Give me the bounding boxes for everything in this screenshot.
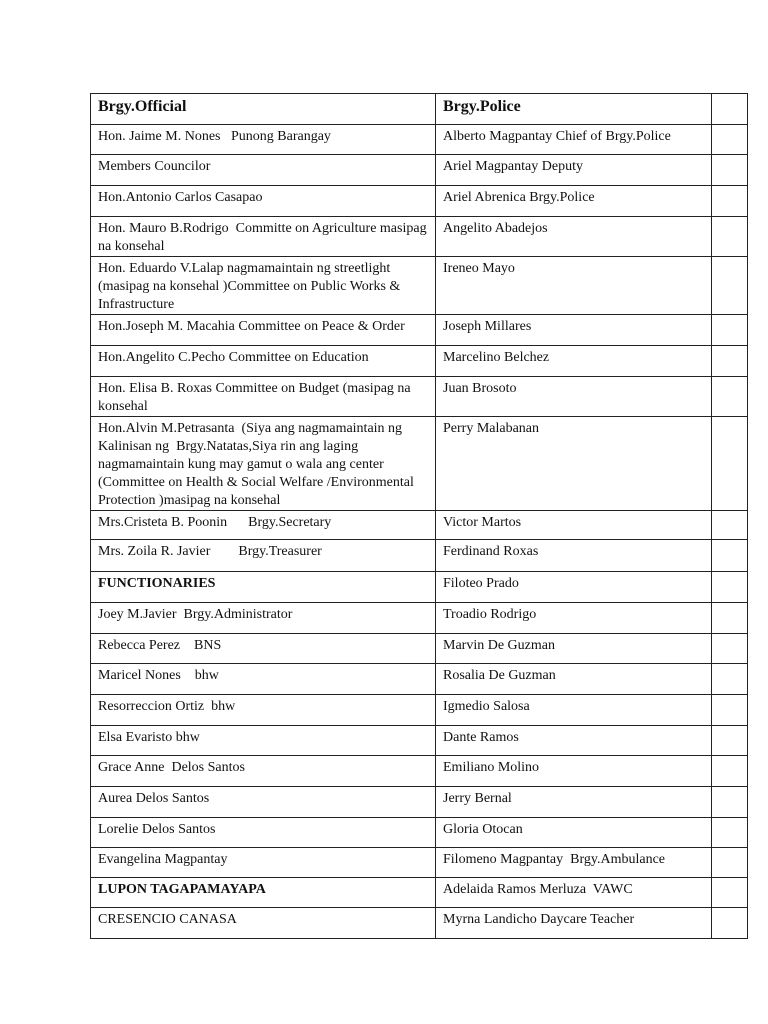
police-cell: Victor Martos [436,511,712,540]
official-cell: Hon.Angelito C.Pecho Committee on Education [91,346,436,377]
official-cell: FUNCTIONARIES [91,572,436,603]
blank-cell [712,878,748,908]
table-row [91,186,748,217]
police-cell: Marvin De Guzman [436,634,712,664]
blank-cell [712,603,748,634]
table-row [91,346,748,377]
police-cell: Marcelino Belchez [436,346,712,377]
blank-cell [712,756,748,787]
blank-cell [712,186,748,217]
blank-cell [712,417,748,511]
official-cell: Evangelina Magpantay [91,848,436,878]
official-cell: Mrs. Zoila R. Javier Brgy.Treasurer [91,540,436,572]
police-cell: Dante Ramos [436,726,712,756]
official-cell: Hon.Antonio Carlos Casapao [91,186,436,217]
official-cell: Rebecca Perez BNS [91,634,436,664]
blank-cell [712,346,748,377]
table-row [91,257,748,315]
table-header-row [91,94,748,125]
table-row [91,125,748,155]
table-row [91,315,748,346]
blank-cell [712,572,748,603]
header-blank [712,94,748,125]
police-cell: Filoteo Prado [436,572,712,603]
table-row [91,511,748,540]
police-cell: Rosalia De Guzman [436,664,712,695]
police-cell: Angelito Abadejos [436,217,712,257]
blank-cell [712,664,748,695]
official-cell: LUPON TAGAPAMAYAPA [91,878,436,908]
official-cell: Hon. Eduardo V.Lalap nagmamaintain ng streetlight (masipag na konsehal )Committee on Public Works & Infrastructure [91,257,436,315]
official-cell: Hon.Joseph M. Macahia Committee on Peace & Order [91,315,436,346]
police-cell: Adelaida Ramos Merluza VAWC [436,878,712,908]
table-row [91,377,748,417]
table-body [91,94,748,939]
official-cell: Aurea Delos Santos [91,787,436,818]
table-row [91,572,748,603]
police-cell: Ferdinand Roxas [436,540,712,572]
blank-cell [712,257,748,315]
table-row [91,818,748,848]
official-cell: Hon. Mauro B.Rodrigo Committe on Agriculture masipag na konsehal [91,217,436,257]
blank-cell [712,908,748,939]
police-cell: Myrna Landicho Daycare Teacher [436,908,712,939]
blank-cell [712,818,748,848]
blank-cell [712,125,748,155]
table-row [91,664,748,695]
police-cell: Perry Malabanan [436,417,712,511]
official-cell: Lorelie Delos Santos [91,818,436,848]
blank-cell [712,155,748,186]
official-cell: Mrs.Cristeta B. Poonin Brgy.Secretary [91,511,436,540]
police-cell: Igmedio Salosa [436,695,712,726]
police-cell: Joseph Millares [436,315,712,346]
official-cell: CRESENCIO CANASA [91,908,436,939]
blank-cell [712,540,748,572]
official-cell: Elsa Evaristo bhw [91,726,436,756]
official-cell: Resorreccion Ortiz bhw [91,695,436,726]
table-row [91,634,748,664]
header-brgy-official: Brgy.Official [91,94,436,125]
official-cell: Hon. Elisa B. Roxas Committee on Budget (masipag na konsehal [91,377,436,417]
police-cell: Troadio Rodrigo [436,603,712,634]
police-cell: Juan Brosoto [436,377,712,417]
table-row [91,217,748,257]
table-row [91,908,748,939]
table-row [91,540,748,572]
blank-cell [712,377,748,417]
police-cell: Jerry Bernal [436,787,712,818]
table-row [91,756,748,787]
official-cell: Members Councilor [91,155,436,186]
blank-cell [712,511,748,540]
table-row [91,155,748,186]
table-row [91,848,748,878]
table-row [91,695,748,726]
official-cell: Hon. Jaime M. Nones Punong Barangay [91,125,436,155]
blank-cell [712,848,748,878]
official-cell: Hon.Alvin M.Petrasanta (Siya ang nagmamaintain ng Kalinisan ng Brgy.Natatas,Siya rin ang laging nagmamaintain kung may gamut o wala ang center (Committee on Health & Social Welfare /Environmental Protection )masipag na konsehal [91,417,436,511]
official-cell: Grace Anne Delos Santos [91,756,436,787]
officials-table [90,93,748,939]
table-row [91,417,748,511]
table-row [91,878,748,908]
police-cell: Ariel Abrenica Brgy.Police [436,186,712,217]
blank-cell [712,726,748,756]
blank-cell [712,695,748,726]
police-cell: Ireneo Mayo [436,257,712,315]
police-cell: Emiliano Molino [436,756,712,787]
official-cell: Maricel Nones bhw [91,664,436,695]
police-cell: Ariel Magpantay Deputy [436,155,712,186]
police-cell: Gloria Otocan [436,818,712,848]
blank-cell [712,315,748,346]
blank-cell [712,787,748,818]
official-cell: Joey M.Javier Brgy.Administrator [91,603,436,634]
table-row [91,726,748,756]
table-row [91,603,748,634]
header-brgy-police: Brgy.Police [436,94,712,125]
police-cell: Filomeno Magpantay Brgy.Ambulance [436,848,712,878]
table-row [91,787,748,818]
blank-cell [712,217,748,257]
blank-cell [712,634,748,664]
police-cell: Alberto Magpantay Chief of Brgy.Police [436,125,712,155]
